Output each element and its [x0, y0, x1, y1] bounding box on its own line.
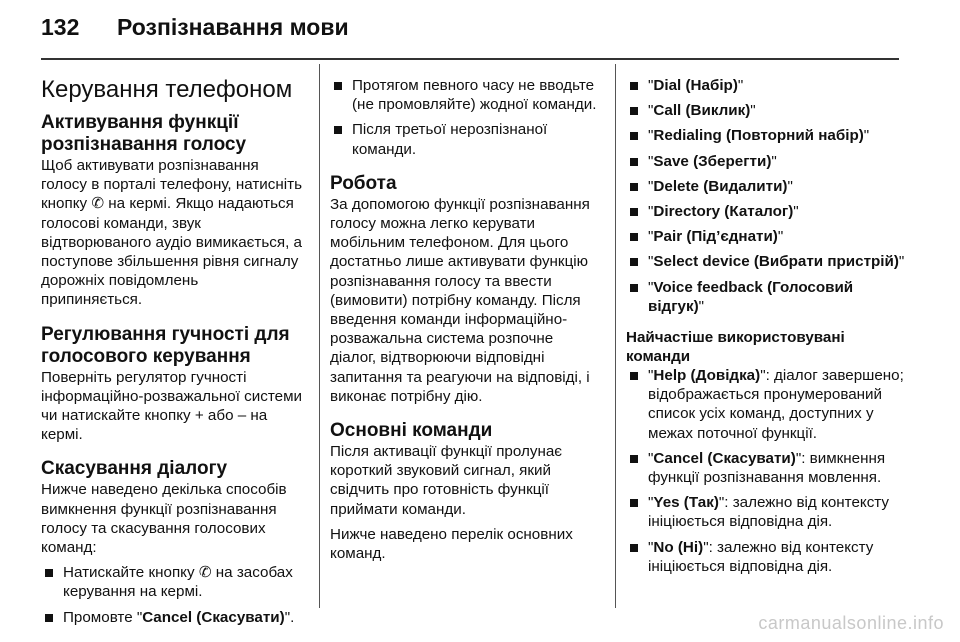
bullet-icon [334, 126, 342, 134]
cancel-list-continued [330, 76, 602, 159]
header-rule [41, 58, 899, 60]
list-item: Натискайте кнопку ✆ на засобах керування на кермі. [41, 563, 303, 601]
watermark: carmanualsonline.info [758, 613, 944, 633]
page-number: 132 [41, 14, 80, 40]
frequent-command-list [626, 366, 906, 576]
column-divider [319, 64, 320, 608]
bullet-icon [630, 183, 638, 191]
list-item: Після третьої нерозпізнаної команди. [330, 120, 602, 158]
frequent-item: "Help (Довідка)": діалог завершено; відображається пронумерований список усіх команд, доступних у межах поточної функції. [626, 366, 906, 443]
frequent-item: "Cancel (Скасувати)": вимкнення функції розпізнавання мовлення. [626, 449, 906, 487]
page-header [41, 14, 349, 48]
section-title-frequent: Найчастіше використовувані команди [626, 329, 845, 366]
section-title-volume: Регулювання гучності для голосового керування [41, 323, 290, 367]
command-item: "Pair (Під’єднати)" [626, 227, 906, 246]
column-divider [615, 64, 616, 608]
section-text-operation: За допомогою функції розпізнавання голосу можна легко керувати мобільним телефоном. Для цього достатньо лише активувати функцію розпізнавання голосу та ввести (вимовити) потрібну команду. Після введення команди інформаційно-розважальна система розпочне діалог, відтворюючи відповідні запитання та реагуючи на відповіді, і виконає потрібну дію. [330, 195, 590, 405]
bullet-icon [45, 614, 53, 622]
section-text-cancel: Нижче наведено декілька способів вимкнення функції розпізнавання голосу та скасування голосових команд: [41, 481, 287, 557]
frequent-item: "No (Ні)": залежно від контексту ініціюється відповідна дія. [626, 538, 906, 576]
bullet-icon [630, 258, 638, 266]
bullet-icon [630, 208, 638, 216]
column-1 [41, 76, 303, 633]
column-2 [330, 76, 602, 569]
command-item: "Save (Зберегти)" [626, 152, 906, 171]
section-title-operation: Робота [330, 172, 397, 194]
bullet-icon [630, 544, 638, 552]
command-item: "Directory (Каталог)" [626, 202, 906, 221]
bullet-icon [630, 284, 638, 292]
bullet-icon [630, 132, 638, 140]
bullet-icon [630, 158, 638, 166]
bullet-icon [630, 499, 638, 507]
command-item: "Redialing (Повторний набір)" [626, 126, 906, 145]
bullet-icon [630, 372, 638, 380]
bullet-icon [630, 233, 638, 241]
command-list [626, 76, 906, 316]
list-item: Промовте "Cancel (Скасувати)". [41, 608, 303, 627]
command-item: "Voice feedback (Голосовий відгук)" [626, 278, 906, 316]
command-item: "Select device (Вибрати пристрій)" [626, 252, 906, 271]
section-text-volume: Поверніть регулятор гучності інформаційно-розважальної системи чи натискайте кнопку + або – на кермі. [41, 368, 302, 444]
command-item: "Dial (Набір)" [626, 76, 906, 95]
list-item: Протягом певного часу не вводьте (не промовляйте) жодної команди. [330, 76, 602, 114]
cancel-list [41, 563, 303, 627]
frequent-item: "Yes (Так)": залежно від контексту ініціюється відповідна дія. [626, 493, 906, 531]
section-title-basic-commands: Основні команди [330, 420, 493, 442]
bullet-icon [45, 569, 53, 577]
page-title: Розпізнавання мови [117, 14, 349, 40]
column-3 [626, 76, 906, 582]
bullet-icon [630, 107, 638, 115]
bullet-icon [630, 82, 638, 90]
command-item: "Delete (Видалити)" [626, 177, 906, 196]
section-text-basic-2: Нижче наведено перелік основних команд. [330, 525, 573, 563]
section-title-cancel: Скасування діалогу [41, 458, 228, 480]
main-heading: Керування телефоном [41, 76, 293, 103]
section-text-activate: Щоб активувати розпізнавання голосу в порталі телефону, натисніть кнопку ✆ на кермі. Якщо надаються голосові команди, звук відтворюваного аудіо вимикається, а поступове збільшення рівня сигналу дорожніх повідомлень припиняється. [41, 157, 303, 309]
section-title-activate: Активування функції розпізнавання голосу [41, 112, 247, 155]
phone-voice-icon: ✆ [91, 195, 105, 213]
section-text-basic-1: Після активації функції пролунає короткий звуковий сигнал, який свідчить про готовність функції приймати команди. [330, 443, 563, 518]
bullet-icon [334, 82, 342, 90]
command-item: "Call (Виклик)" [626, 101, 906, 120]
bullet-icon [630, 455, 638, 463]
phone-hangup-icon: ✆ [198, 564, 212, 582]
